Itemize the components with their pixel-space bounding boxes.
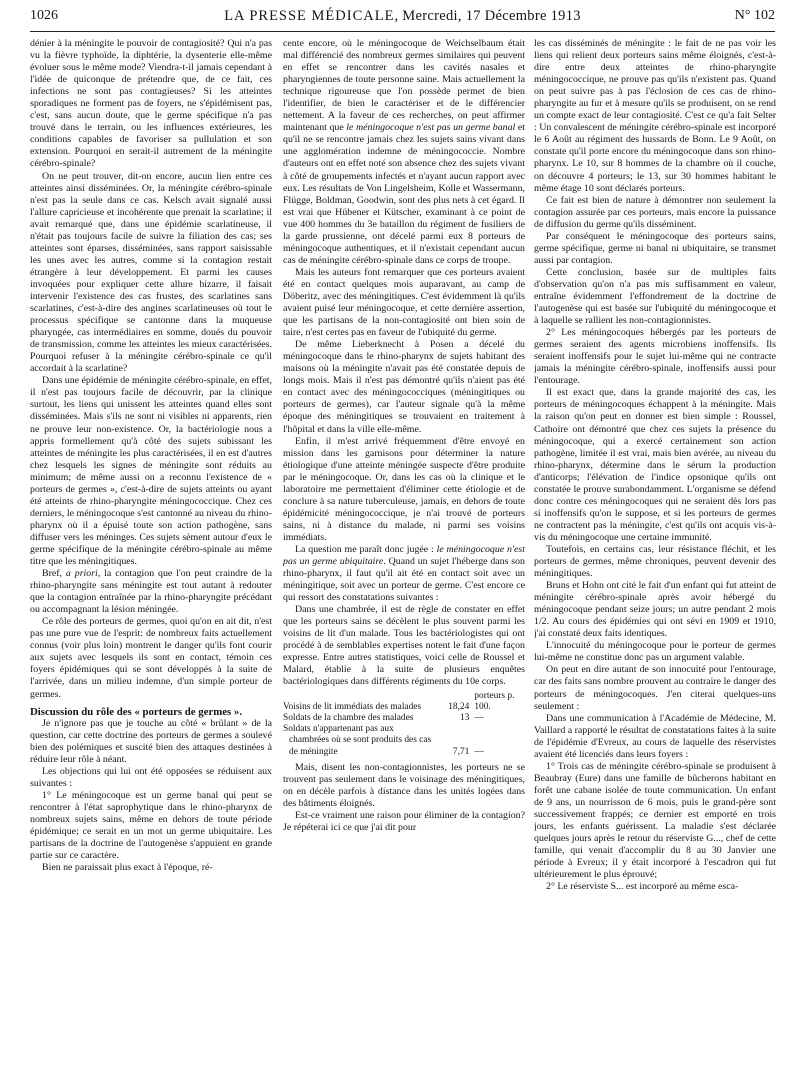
row-label: Soldats de la chambre des malades	[283, 712, 414, 723]
section-heading: Discussion du rôle des « porteurs de germes ».	[30, 705, 243, 718]
table-row	[283, 724, 525, 758]
paragraph: Bruns et Hohn ont cité le fait d'un enfant qui fut atteint de méningite cérébro-spinale après avoir hébergé du méningocoque pendant seize jours; un autre pendant 2 mois 1/2. Au cours des épidémies qui ont sévi en 1909 et 1910, j'ai constaté deux faits identiques.	[534, 580, 776, 640]
column-2	[283, 38, 525, 1078]
paragraph: Ce fait est bien de nature à démontrer non seulement la contagion assurée par ces porteurs, mais encore la puissance de diffusion du germe qu'ils disséminent.	[534, 194, 776, 230]
row-label: Voisins de lit immédiats des malades	[283, 701, 422, 712]
row-value: 13	[459, 712, 470, 723]
issue-date: , Mercredi, 17 Décembre 1913	[394, 8, 581, 24]
paragraph: Toutefois, en certains cas, leur résistance fléchit, et les porteurs de germes, même chroniques, peuvent devenir des méningitiques.	[534, 543, 776, 580]
row-unit: porteurs p. 100.	[474, 690, 515, 712]
emphasis: a priori	[65, 568, 98, 580]
emphasis: le méningocoque n'est pas un germe ubiquitaire	[283, 543, 525, 568]
paragraph: Est-ce vraiment une raison pour éliminer de la contagion? Je répéterai ici ce que j'ai dit pour	[283, 809, 525, 833]
paragraph	[283, 544, 525, 604]
page-number: 1026	[30, 8, 58, 23]
issue-number: N° 102	[734, 8, 775, 23]
paragraph: Il est exact que, dans la grande majorité des cas, les porteurs de méningocoques échappent à la méningite. Mais la raison qu'on peut en donner est bien simple : Roussel, Cathoire ont démontré que chez ces sujets la présence du méningocoque, qui a exercé certainement son action pathogène, limitée il est vrai, mais bien avérée, au niveau du rhino-pharynx, détermine dans le sérum la production d'anticorps; l'élévation de l'indice opsonique qu'ils ont constatée le prouve surabondamment. L'organisme se défend donc contre ces méningocoques qui ne seraient dès lors pas si inoffensifs qu'on le suppose, et si les porteurs de germes ne contractent pas la méningite, c'est qu'ils ont acquis vis-à-vis du méningocoque une certaine immunité.	[534, 387, 776, 543]
paragraph: Enfin, il m'est arrivé fréquemment d'être envoyé en mission dans les garnisons pour déterminer la nature étiologique d'une atteinte méningée suspecte d'être produite par le méningocoque. Or, dans les cas où la clinique et le laboratoire me permettaient d'éliminer cette étiologie et de conclure à sa nature tuberculeuse, jamais, en dehors de toute épidémicité méningococcique, je n'ai trouvé de porteurs sains, ni à distance du malade, ni parmi ses voisins immédiats.	[283, 435, 525, 543]
row-value: 7,71	[452, 746, 470, 757]
text-run: cente encore, où le méningocoque de Weichselbaum était mal différencié des nombreux germes similaires qui peuvent en effet se rencontrer dans les cavités nasales et pharyngiennes de toute personne saine. Mais actuellement la technique rigoureuse que l'on possède permet de bien l'identifier, de bien le caractériser et de le différencier nettement. A la faveur de ces recherches, on peut affirmer maintenant que	[283, 38, 525, 134]
paragraph: Dans une épidémie de méningite cérébro-spinale, en effet, il n'est pas toujours facile de découvrir, par la clinique surtout, les liens qui unissent les atteintes quand elles sont disséminées. Mais s'ils ne sont ni visibles ni apparents, rien ne prouve leur non-existence. Or, la bactériologie nous a appris formellement qu'à côté des sujets subissant les atteintes de méningite les plus caractérisées, il en est d'autres chez lesquels les signes de méningite sont réduits au minimum; de même aussi on a reconnu l'existence de « porteurs de germes », c'est-à-dire de sujets atteints ou ayant été atteints de rhino-pharyngite méningococcique. Chez ces derniers, le méningocoque s'est cantonné au niveau du rhino-pharynx où il a épuisé toute son action pathogène, sans diffuser vers les méninges. Ces sujets sèment autour d'eux le germe spécifique de la méningite cérébro-spinale au même titre que les méningitiques.	[30, 375, 272, 568]
paragraph: On peut en dire autant de son innocuité pour l'entourage, car des faits sans nombre prouvent au contraire le danger des porteurs de méningocoques. J'en citerai quelques-uns seulement :	[534, 664, 776, 712]
statistics-table	[283, 691, 525, 758]
column-3	[534, 38, 776, 1078]
header-rule	[30, 31, 775, 32]
paragraph: De même Lieberknecht à Posen a décelé du méningocoque dans le rhino-pharynx de sujets habitant des maisons où la méningite n'avait pas été constatée depuis de longs mois. Mais il n'est pas démontré qu'ils n'aient pas été en contact avec des méningococciques (méningitiques ou porteurs de germes), car l'auteur signale qu'à la même époque des méningitiques se trouvaient en traitement à l'hôpital et dans la ville elle-même.	[283, 339, 525, 435]
emphasis: le méningocoque n'est pas un germe banal	[346, 122, 516, 134]
page-header	[30, 6, 775, 28]
paragraph	[30, 568, 272, 616]
paragraph: Mais les auteurs font remarquer que ces porteurs avaient été en contact quelques mois auparavant, au camp de Döberitz, avec des méningitiques. C'est évidemment là qu'ils avaient puisé leur méningocoque, et cette dernière assertion, que les partisans de la non-contagiosité ont bien soin de taire, n'est certes pas en faveur de l'ubiquité du germe.	[283, 266, 525, 339]
paragraph: Bien ne paraissait plus exact à l'époque, ré-	[42, 862, 213, 874]
publication-name: LA PRESSE MÉDICALE	[224, 8, 395, 24]
table-row	[283, 691, 525, 713]
row-value: 18,24	[448, 701, 470, 712]
paragraph: Ce rôle des porteurs de germes, quoi qu'on en ait dit, n'est pas une pure vue de l'esprit: de nombreux faits actuellement connus (voir plus loin) montrent le danger qu'ils font courir aux sujets avec lesquels ils sont en contact, témoin ces foyers épidémiques qui se sont développés à la suite de l'arrivée, dans un milieu indemne, d'un simple porteur de germes.	[30, 616, 272, 700]
text-run: La question me paraît donc jugée :	[295, 543, 437, 555]
paragraph: Les objections qui lui ont été opposées se réduisent aux suivantes :	[30, 765, 272, 789]
paragraph: 2° Les méningocoques hébergés par les porteurs de germes seraient des agents microbiens inoffensifs. Ils seraient inoffensifs pour le sujet lui-même qui ne contracte jamais la méningite cérébro-spinale, inoffensifs aussi pour l'entourage.	[534, 327, 776, 387]
text-run: . Quand un sujet l'héberge dans son rhino-pharynx, il faut qu'il ait été en contact soit avec un méningitique, soit avec un porteur de germe. C'est encore ce qui ressort des constatations suivantes :	[283, 556, 525, 604]
paragraph: Dans une chambrée, il est de règle de constater en effet que les porteurs sains se décèlent le plus souvent parmi les voisins de lit d'un malade. Tous les bactériologistes qui ont procédé à de semblables expertises notent le fait d'une façon expresse. Entre autres statistiques, voici celle de Roussel et Malard, établie à la suite de plusieurs enquêtes bactériologiques dans différents régiments du 10e corps.	[283, 604, 525, 688]
row-unit: —	[474, 712, 484, 723]
paragraph: 2° Le réserviste S... est incorporé au même esca-	[546, 881, 739, 893]
paragraph: 1° Trois cas de méningite cérébro-spinale se produisent à Beaubray (Eure) dans une famille de bûcherons habitant en forêt une cabane isolée de toute communication. Un enfant de 9 ans, un nourrisson de 6 mois, puis le grand-père sont successivement frappés; ce dernier est emporté en trois jours, les enfants guérissent. La maladie s'est déclarée quelques jours après le retour du réserviste G..., chef de cette famille, qui venait d'accomplir du 8 au 30 Janvier une période à Evreux; il y était incorporé à l'escadron qui fut ultérieurement le plus éprouvé;	[534, 760, 776, 881]
paragraph: dénier à la méningite le pouvoir de contagiosité? Qui n'a pas vu la fièvre typhoïde, la diphtérie, la dysenterie elle-même évoluer sous le même mode? Viendra-t-il jamais cependant à l'idée de quiconque de prétendre que, de ce fait, ces infections ne sont pas contagieuses? Si les atteintes sporadiques ne forment pas de foyers, ne s'épidémisent pas, c'est, sans aucun doute, que le germe spécifique n'a pas trouvé dans le terrain, ou les influences extérieures, les conditions capables de favoriser sa pullulation et son extension. Pourquoi en serait-il autrement de la méningite cérébro-spinale?	[30, 38, 272, 170]
paragraph: les cas disséminés de méningite : le fait de ne pas voir les liens qui relient deux porteurs sains même éloignés, c'est-à-dire entre deux atteintes de rhino-pharyngite méningococcique, ne prouve pas qu'ils n'existent pas. Quand on peut suivre pas à pas l'éclosion de ces cas de rhino-pharyngite au fur et à mesure qu'ils se produisent, on se rend un compte exact de leur contagiosité. C'est ce qu'a fait Selter : Un convalescent de méningite cérébro-spinale est incorporé le 6 Août au régiment des hussards de Bonn. Le 9 Août, on constate qu'il porte encore du méningocoque dans son rhino-pharynx. Le 10, sur 8 hommes de la chambre où il couche, on découvre 4 porteurs; le 13, sur 30 hommes habitant le même étage 10 sont déclarés porteurs.	[534, 38, 776, 194]
paragraph: On ne peut trouver, dit-on encore, aucun lien entre ces atteintes ainsi disséminées. Or, la méningite cérébro-spinale n'est pas la seule dans ce cas. Kelsch avait signalé aussi l'allure capricieuse et incohérente que prenait la scarlatine; il avait remarqué que, dans une épidémie scarlatineuse, il n'était pas toujours facile de suivre la filiation des cas; ses atteintes sont éparses, disséminées, sans rapport saisissable les unes avec les autres, comme si la contagion restait étrangère à leur développement. Et parmi les causes invoquées pour expliquer cette allure bizarre, il faisait intervenir l'existence des cas frustes, des scarlatines sans scarlatines, c'est-à-dire des angines scarlatineuses où tout le processus spécifique se cantonne dans la muqueuse pharyngée, cas intermédiaires en somme, doués du pouvoir de transmission, comme les atteintes les mieux caractérisées. Pourquoi refuser à la méningite cérébro-spinale ce qu'il accordait à la scarlatine?	[30, 170, 272, 375]
paragraph: Cette conclusion, basée sur de multiples faits d'observation qu'on n'a pas mis suffisamment en valeur, entraîne évidemment l'effondrement de la doctrine de l'autogenèse qui est basée sur l'ubiquité du méningocoque et à laquelle se rallient les non-contagionnistes.	[534, 266, 776, 327]
paragraph: Dans une communication à l'Académie de Médecine, M. Vaillard a rapporté le résultat de constatations faites à la suite de l'épidémie d'Evreux, au cours de laquelle des réservistes avaient été licenciés dans leurs foyers :	[534, 712, 776, 760]
paragraph: Par conséquent le méningocoque des porteurs sains, germe spécifique, germe ni banal ni ubiquitaire, se transmet aussi par contagion.	[534, 230, 776, 266]
text-run: Bref,	[42, 568, 66, 580]
table-row	[283, 713, 525, 724]
paragraph: L'innocuité du méningocoque pour le porteur de germes lui-même ne constitue donc pas un argument valable.	[534, 640, 776, 664]
paragraph: Mais, disent les non-contagionnistes, les porteurs ne se trouvent pas seulement dans le voisinage des méningitiques, on en décèle parfois à distance dans les unités logées dans des bâtiments éloignés.	[283, 761, 525, 809]
column-1	[30, 38, 272, 1078]
paragraph: 1° Le méningocoque est un germe banal qui peut se rencontrer à l'état saprophytique dans le rhino-pharynx de nombreux sujets sains, même en dehors de toute période épidémique; ce serait en un mot un germe ubiquitaire. Les partisans de la doctrine de l'autogenèse s'appuient en grande partie sur ce caractère.	[30, 789, 272, 862]
row-label: Soldats n'appartenant pas aux chambrées où se sont produits des cas de méningite	[283, 724, 432, 757]
row-unit: —	[474, 746, 484, 757]
text-run: , la contagion que l'on peut craindre de la rhino-pharyngite sans méningite est tout autant à redouter que la contagion entraînée par la rhino-pharyngite précédant ou accompagnant la lésion méningée.	[30, 568, 272, 616]
running-title	[30, 8, 775, 25]
paragraph	[283, 38, 525, 267]
text-run: et qu'il ne se rencontre jamais chez les sujets sains vivant dans une agglomération indemne de méningococcie. Nombre d'auteurs ont en effet noté son absence chez des sujets vivant à côté de groupements infectés et n'ayant aucun rapport avec eux. Les résultats de Von Lingelsheim, Kolle et Wassermann, Flügge, Boldman, Goodwin, sont des plus nets à cet égard. Il est vrai que Hübener et Kütscher, examinant à ce point de vue 400 hommes du 3e bataillon du régiment de fusiliers de la garde prussienne, ont décelé parmi eux 8 porteurs de méningocoque authentiques, et il n'existait cependant aucun cas de méningite cérébro-spinale dans ce corps de troupe.	[283, 122, 525, 266]
paragraph: Je n'ignore pas que je touche au côté « brûlant » de la question, car cette doctrine des porteurs de germes a soulevé bien des polémiques et suscité bien des attaques destinées à réduire leur rôle à néant.	[30, 717, 272, 765]
